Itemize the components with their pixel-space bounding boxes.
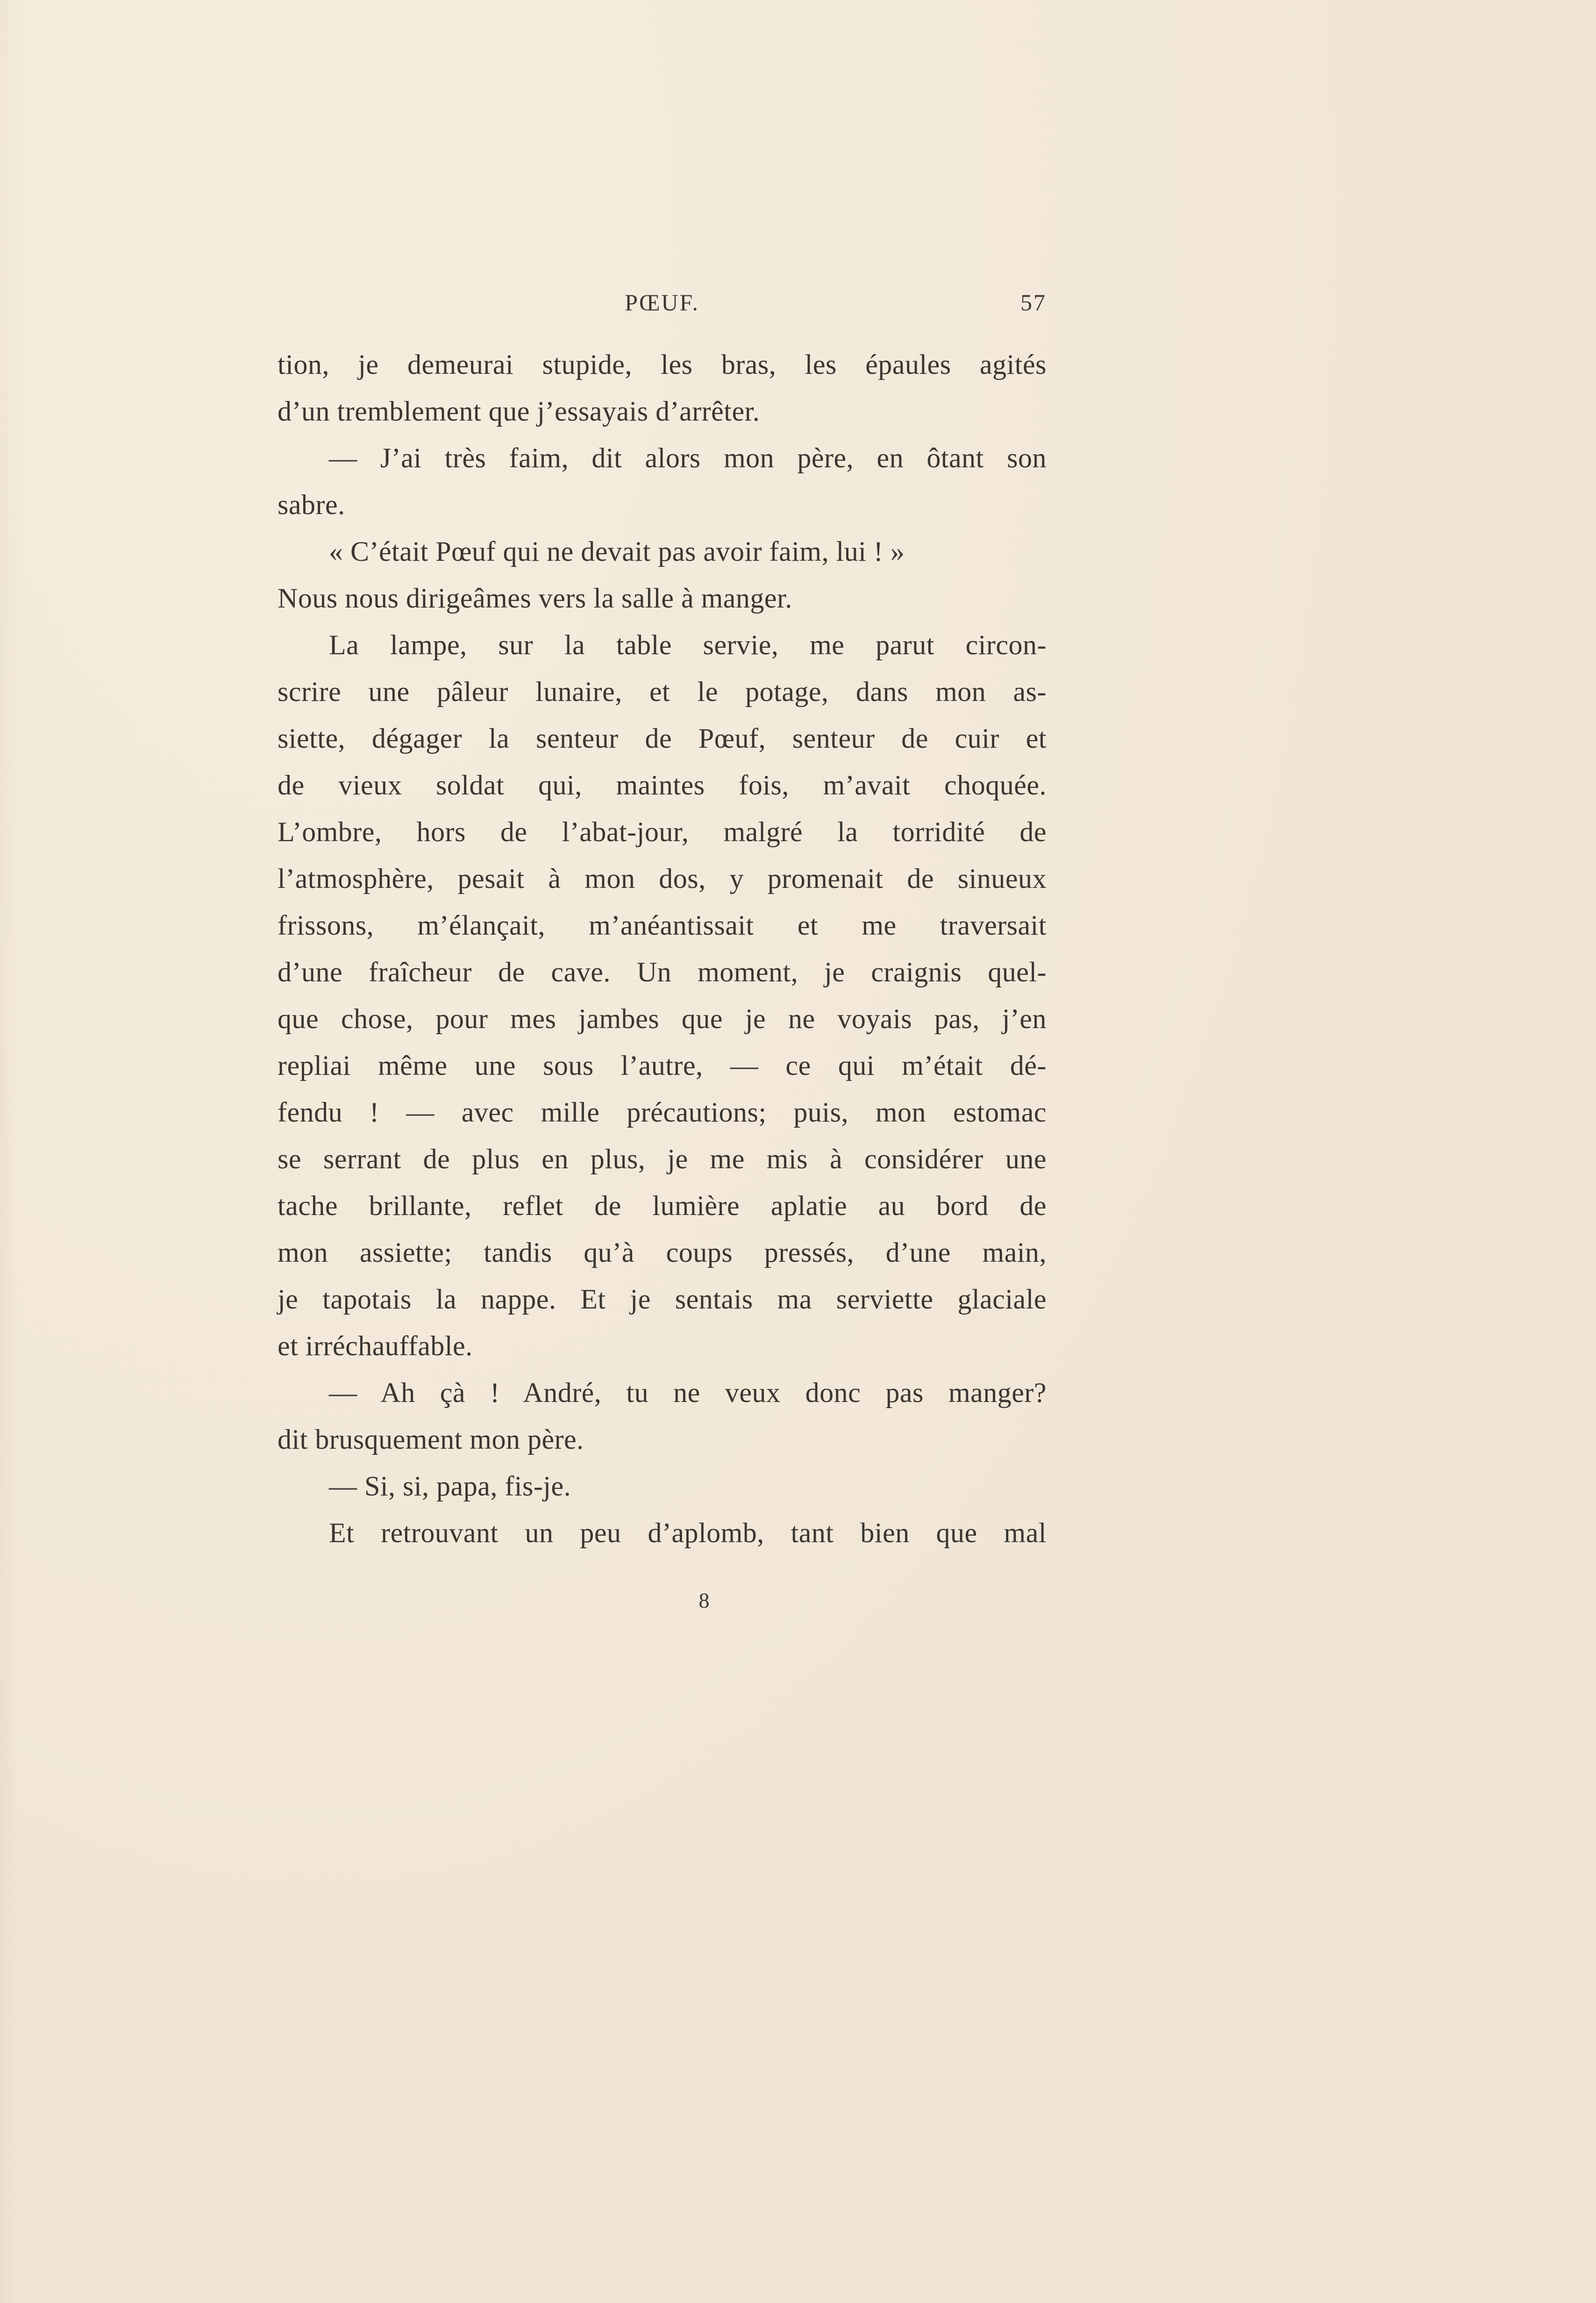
text-line: sabre. [278, 489, 345, 520]
text-line: siette, dégager la senteur de Pœuf, senteur de cuir et [278, 723, 1047, 754]
body-text [278, 341, 1047, 1556]
text-line: Et retrouvant un peu d’aplomb, tant bien que mal [329, 1517, 1047, 1548]
text-line: — Si, si, papa, fis-je. [329, 1471, 571, 1502]
text-line: et irréchauffable. [278, 1330, 473, 1361]
running-head [278, 289, 1047, 322]
text-line: scrire une pâleur lunaire, et le potage, dans mon as- [278, 676, 1047, 707]
text-line: je tapotais la nappe. Et je sentais ma serviette glaciale [278, 1284, 1047, 1315]
text-line: se serrant de plus en plus, je me mis à considérer une [278, 1144, 1047, 1174]
text-line: frissons, m’élançait, m’anéantissait et me traversait [278, 910, 1047, 941]
text-line: tache brillante, reflet de lumière aplatie au bord de [278, 1190, 1047, 1221]
text-line: « C’était Pœuf qui ne devait pas avoir faim, lui ! » [329, 536, 905, 567]
text-line: repliai même une sous l’autre, — ce qui m’était dé- [278, 1050, 1047, 1081]
text-line: L’ombre, hors de l’abat-jour, malgré la torridité de [278, 816, 1047, 847]
text-line: fendu ! — avec mille précautions; puis, mon estomac [278, 1097, 1047, 1128]
text-line: mon assiette; tandis qu’à coups pressés, d’une main, [278, 1237, 1047, 1268]
text-line: — Ah çà ! André, tu ne veux donc pas manger? [329, 1377, 1047, 1408]
text-line: que chose, pour mes jambes que je ne voyais pas, j’en [278, 1003, 1047, 1034]
text-line: dit brusquement mon père. [278, 1424, 584, 1455]
text-line: d’une fraîcheur de cave. Un moment, je craignis quel- [278, 957, 1047, 987]
text-line: Nous nous dirigeâmes vers la salle à manger. [278, 583, 792, 614]
signature-mark: 8 [698, 1588, 710, 1612]
text-line: d’un tremblement que j’essayais d’arrêter. [278, 396, 760, 427]
text-line: La lampe, sur la table servie, me parut circon- [329, 629, 1047, 660]
page-number: 57 [1020, 289, 1047, 315]
text-line: l’atmosphère, pesait à mon dos, y promenait de sinueux [278, 863, 1047, 894]
text-line: — J’ai très faim, dit alors mon père, en ôtant son [329, 443, 1047, 473]
text-line: tion, je demeurai stupide, les bras, les épaules agités [278, 349, 1047, 380]
text-line: de vieux soldat qui, maintes fois, m’avait choquée. [278, 770, 1047, 801]
running-title: PŒUF. [625, 289, 699, 315]
